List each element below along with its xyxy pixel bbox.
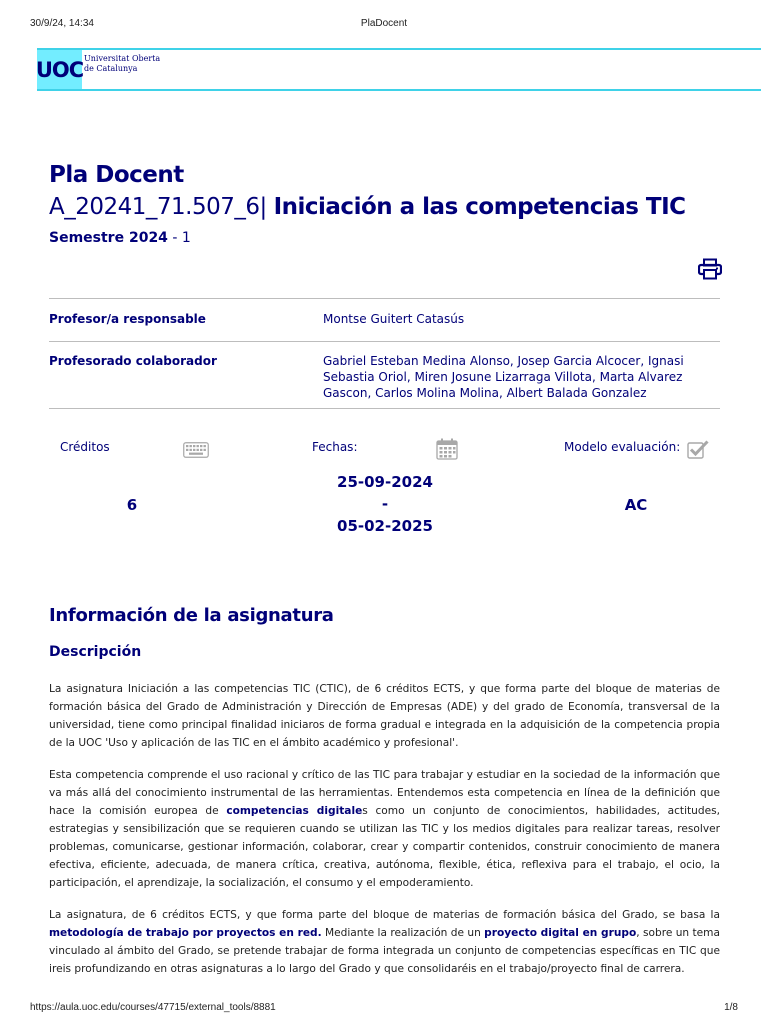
p3-text-c: , sobre un tema vinculado al ámbito del Grado, se pretende trabajar de forma integrada un conjunto de competencias específicas en TIC que ireis profundizando en otras asignaturas a lo largo del Grado y que consolidaréis en el trabajo/proyecto final de carrera.	[49, 927, 720, 975]
university-name-line2: de Catalunya	[84, 64, 138, 73]
credits-label: Créditos	[60, 440, 110, 454]
course-code: A_20241_71.507_6|	[49, 194, 267, 220]
collaborators-label: Profesorado colaborador	[49, 354, 217, 368]
description-paragraph-2	[49, 766, 720, 892]
responsible-value: Montse Guitert Catasús	[323, 312, 465, 326]
p3-text-b: Mediante la realización de un	[321, 927, 485, 939]
divider	[49, 341, 720, 342]
section-title: Información de la asignatura	[49, 605, 334, 626]
p2-text-b: s como un conjunto de conocimientos, habilidades, actitudes, estrategias y sensibilización que se requieren cuando se utilizan las TIC y los medios digitales para realizar tareas, resolver problemas, comunicarse, gestionar información, colaborar, crear y compartir contenidos, construir conocimiento de manera efectiva, eficiente, adecuada, de manera crítica, creativa, autónoma, flexible, ética, reflexiva para el trabajo, el ocio, la participación, el aprendizaje, la socialización, el consumo y el empoderamiento.	[49, 805, 721, 889]
university-name-line1: Universitat Oberta	[84, 54, 161, 63]
date-start: 25-09-2024	[337, 473, 433, 491]
print-button[interactable]	[698, 258, 722, 280]
p3-text-a: La asignatura, de 6 créditos ECTS, y que forma parte del bloque de materias de formación básica del Grado, se basa la	[49, 909, 720, 921]
uoc-logo[interactable]	[37, 50, 82, 89]
print-page-number: 1/8	[724, 1002, 738, 1013]
divider	[49, 408, 720, 409]
print-url: https://aula.uoc.edu/courses/47715/external_tools/8881	[30, 1002, 276, 1013]
print-header	[0, 0, 768, 40]
description-paragraph-1: La asignatura Iniciación a las competencias TIC (CTIC), de 6 créditos ECTS, y que forma parte del bloque de materias de formación básica del Grado de Administración y Dirección de Empresas (ADE) y del grado de Economía, transversal de la universidad, tiene como principal finalidad iniciaros de forma gradual e integrada en la adquisición de la competencia propia de la UOC 'Uso y aplicación de las TIC en el ámbito académico y profesional'.	[49, 683, 720, 749]
date-end: 05-02-2025	[337, 517, 433, 535]
evaluation-value: AC	[624, 496, 648, 514]
collaborators-value: Gabriel Esteban Medina Alonso, Josep Garcia Alcocer, Ignasi Sebastia Oriol, Miren Josune Lizarraga Villota, Marta Alvarez Gascon, Carlos Molina Molina, Albert Balada Gonzalez	[323, 354, 684, 400]
p2-text-a: Esta competencia comprende el uso racional y crítico de las TIC para trabajar y estudiar en la sociedad de la información que va más allá del conocimiento instrumental de las herramientas. Entendemos esta competencia en línea de la definición que hace la comisión europea de	[49, 769, 720, 817]
credits-value: 6	[126, 496, 138, 514]
description-paragraph-3	[49, 906, 720, 978]
print-footer	[0, 984, 768, 1024]
university-name	[84, 54, 160, 74]
keyboard-icon	[183, 442, 209, 458]
calendar-icon	[436, 438, 458, 460]
uoc-logo-letters: UOC	[35, 57, 84, 82]
print-doc-title: PlaDocent	[360, 18, 408, 29]
date-separator: -	[381, 495, 389, 513]
dates-label: Fechas:	[312, 440, 358, 454]
p3-highlight-2: proyecto digital en grupo	[484, 927, 637, 939]
brand-bar	[37, 46, 761, 92]
dates-value	[310, 471, 460, 537]
semester-suffix: - 1	[167, 230, 191, 246]
brand-rule-bottom	[37, 89, 761, 91]
p3-highlight-1: metodología de trabajo por proyectos en red.	[49, 927, 322, 939]
evaluation-label: Modelo evaluación:	[564, 440, 681, 454]
semester-label: Semestre 2024	[49, 230, 168, 246]
course-name: Iniciación a las competencias TIC	[273, 194, 686, 220]
brand-rule-top	[37, 48, 761, 50]
semester	[49, 226, 729, 250]
responsible-label: Profesor/a responsable	[49, 312, 206, 326]
divider	[49, 298, 720, 299]
printer-icon	[698, 258, 722, 280]
course-title	[49, 190, 729, 224]
title-block	[49, 160, 729, 250]
subsection-title: Descripción	[49, 644, 142, 660]
p2-highlight: competencias digitale	[226, 805, 363, 817]
page-title: Pla Docent	[49, 162, 184, 188]
checkmark-icon	[687, 439, 709, 459]
print-datetime: 30/9/24, 14:34	[30, 18, 94, 29]
